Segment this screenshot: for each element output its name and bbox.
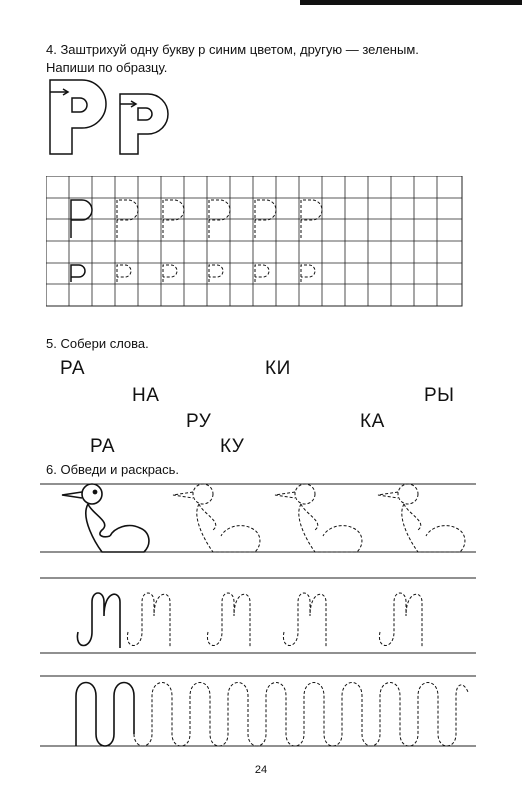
outline-letter-upper[interactable]	[50, 80, 106, 154]
wave-sample	[77, 593, 120, 648]
loop-sample	[76, 683, 134, 747]
wave-tracing[interactable]	[207, 593, 250, 648]
page-number: 24	[254, 764, 268, 776]
syllable-card[interactable]: РЫ	[424, 385, 455, 406]
outline-letters	[46, 78, 176, 160]
ruling-lines	[40, 578, 476, 653]
duck-tracing[interactable]	[378, 484, 465, 552]
syllable-card[interactable]: КА	[360, 411, 385, 432]
outline-letter-lower[interactable]	[120, 94, 168, 154]
syllable-card[interactable]: КИ	[265, 358, 291, 379]
syllable-card[interactable]: РА	[60, 358, 86, 379]
task6-title: 6. Обведи и раскрась.	[46, 462, 180, 477]
wave-tracing[interactable]	[283, 593, 326, 648]
wave-tracing-strip[interactable]	[40, 572, 480, 660]
writing-grid[interactable]	[46, 176, 466, 310]
syllable-card[interactable]: НА	[132, 385, 160, 406]
duck-tracing[interactable]	[173, 484, 260, 552]
top-rule	[300, 0, 522, 5]
duck-tracing[interactable]	[275, 484, 362, 552]
loop-tracing-strip[interactable]	[40, 670, 480, 754]
task4-instruction-line2: Напиши по образцу.	[46, 60, 168, 75]
wave-tracing[interactable]	[127, 593, 170, 648]
ruling-lines	[40, 484, 476, 552]
loop-tracing[interactable]	[134, 683, 468, 747]
grid-lines	[46, 176, 462, 306]
wave-tracing[interactable]	[379, 593, 422, 648]
lower-letter-tracing-row[interactable]	[117, 265, 315, 282]
duck-sample	[62, 484, 149, 552]
syllable-card[interactable]: РУ	[186, 411, 212, 432]
task5-title: 5. Собери слова.	[46, 336, 149, 351]
duck-tracing-strip[interactable]	[40, 478, 480, 564]
lower-letter-sample	[71, 265, 85, 282]
syllable-card[interactable]: КУ	[220, 436, 245, 457]
ruling-lines	[40, 676, 476, 746]
syllable-card[interactable]: РА	[90, 436, 116, 457]
task4-instruction-line1: 4. Заштрихуй одну букву р синим цветом, другую — зеленым.	[46, 42, 419, 57]
